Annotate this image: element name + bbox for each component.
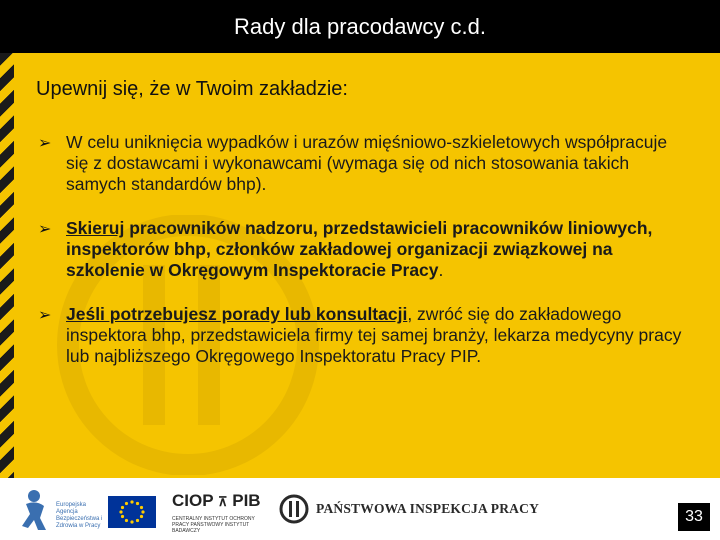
bullet-tail: , zwróć się do zakładowego inspektora bhp, przedstawiciela firmy tej samej branży, lekarza medycyny pracy lub najbliższego Okręgowego Inspektoratu Pracy PIP. (66, 304, 682, 366)
bullet-list (38, 132, 688, 390)
bullet-item-1 (38, 132, 688, 195)
arrow-bullet-icon: ➢ (38, 221, 52, 238)
slide-title: Rady dla pracodawcy c.d. (234, 13, 486, 39)
ciop-divider-icon: ⊼ (218, 494, 228, 509)
bullet-bold-text: pracowników nadzoru, przedstawicieli pracowników liniowych, inspektorów bhp, członków zakładowej organizacji związkowej na szkolenie w Okręgowym Inspektoracie Pracy (66, 218, 653, 280)
bullet-keyword: Skieruj (66, 218, 125, 238)
ciop-text: CIOP (172, 491, 214, 510)
eu-agency-name: Europejska Agencja Bezpieczeństwa i Zdrowia w Pracy (56, 502, 103, 529)
page-number: 33 (678, 503, 710, 531)
ciop-subtext: CENTRALNY INSTYTUT OCHRONY PRACY PAŃSTWOWY INSTYTUT BADAWCZY (172, 516, 255, 534)
eu-flag-icon (108, 496, 156, 528)
bullet-item-2 (38, 218, 688, 281)
bullet-keyword: Jeśli potrzebujesz porady lub konsultacji (66, 304, 408, 324)
arrow-bullet-icon: ➢ (38, 135, 52, 152)
slide-subtitle: Upewnij się, że w Twoim zakładzie: (36, 78, 348, 100)
footer-logos (0, 478, 720, 540)
slide-title-bar (0, 0, 720, 53)
ciop-pib-logo (172, 491, 261, 511)
bullet-item-3 (38, 304, 688, 367)
pip-name: PAŃSTWOWA INSPEKCJA PRACY (316, 501, 540, 516)
arrow-bullet-icon: ➢ (38, 307, 52, 324)
pib-text: PIB (232, 491, 261, 510)
pip-logo-icon (278, 493, 310, 525)
eu-osha-figure-icon (20, 488, 52, 532)
hazard-stripe (0, 53, 14, 540)
bullet-tail: . (438, 260, 444, 280)
bullet-text: W celu uniknięcia wypadków i urazów mięśniowo-szkieletowych współpracuje się z dostawcami i wykonawcami (wymaga się od nich stosowania takich samych standardów bhp). (66, 132, 668, 194)
